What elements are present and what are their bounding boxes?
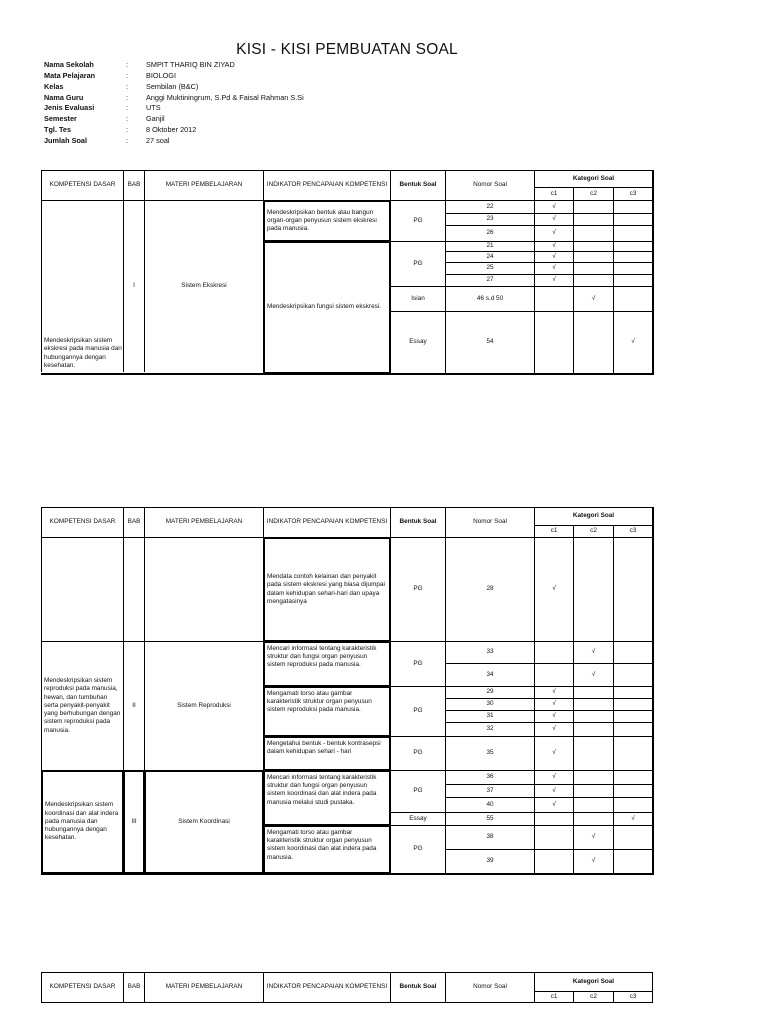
info-value: Sembilan (B&C) [146,82,199,91]
header-materi: MATERI PEMBELAJARAN [144,972,264,1003]
nomor-soal-cell-text: 21 [486,242,494,250]
info-colon: : [126,93,129,102]
kompetensi-dasar-cell [41,770,124,874]
kategori-c3-cell [613,641,653,664]
bentuk-soal-text: PG [413,216,423,224]
materi-text: Sistem Koordinasi [178,817,230,825]
nomor-soal-cell [445,722,535,737]
nomor-soal-cell-text: 22 [486,202,494,210]
header-nomor-soal: Nomor Soal [445,170,535,201]
header-materi: MATERI PEMBELAJARAN [144,170,264,201]
bab-cell [123,641,145,771]
indikator-text: Mendeskripsikan fungsi sistem ekskresi. [267,303,382,311]
kategori-c1-cell [534,225,574,242]
bentuk-soal-text: PG [413,259,423,267]
kategori-c1-cell [534,641,574,664]
header-c1: c1 [534,187,574,201]
info-label: Nama Sekolah [44,60,94,69]
kategori-c2-cell-text: √ [591,833,596,841]
info-label: Kelas [44,82,64,91]
info-label: Semester [44,114,77,123]
info-colon: : [126,60,129,69]
kategori-c1-cell [534,663,574,687]
nomor-soal-cell-text: 32 [486,725,494,733]
kompetensi-dasar-text: Mendeskripsikan sistem koordinasi dan alat indera pada manusia dan hubungannya dengan kesehatan. [45,801,119,842]
bentuk-soal-cell [390,770,446,813]
info-value: BIOLOGI [146,71,177,80]
kategori-c3-cell [613,225,653,242]
kategori-c1-cell [534,286,574,312]
info-value: 27 soal [146,136,170,145]
info-colon: : [126,71,129,80]
nomor-soal-cell-text: 46 s.d 50 [476,294,504,302]
kategori-c3-cell [613,825,653,850]
kategori-c3-cell [613,784,653,798]
bab-text: I [133,282,135,290]
info-colon: : [126,103,129,112]
bentuk-soal-text: Essay [409,814,427,822]
bab-text: III [131,817,137,825]
nomor-soal-cell-text: 34 [486,670,494,678]
kategori-c3-cell [613,663,653,687]
header-kategori-soal: Kategori Soal [534,170,653,188]
nomor-soal-cell-text: 26 [486,229,494,237]
header-bab: BAB [123,170,145,201]
materi-cell [144,200,264,372]
header-kategori-soal: Kategori Soal [534,507,653,526]
kategori-c1-cell [534,797,574,813]
bentuk-soal-cell [390,736,446,771]
kategori-c3-cell [613,736,653,771]
bab-cell [123,200,145,372]
kompetensi-dasar-cell [41,641,124,771]
header-c3: c3 [613,187,653,201]
kategori-c2-cell [573,736,614,771]
kompetensi-dasar-cell-continued [41,537,124,642]
kategori-c2-cell [573,663,614,687]
kategori-c3-cell [613,797,653,813]
nomor-soal-cell [445,825,535,850]
indikator-text: Mengetahui bentuk - bentuk kontrasepsi dalam kehidupan sehari - hari [267,740,381,756]
kategori-c3-cell [613,722,653,737]
nomor-soal-cell-text: 55 [486,814,494,822]
kategori-c2-cell-text: √ [591,648,596,656]
nomor-soal-cell [445,200,535,214]
info-value: 8 Oktober 2012 [146,125,197,134]
kategori-c2-cell [573,770,614,785]
header-materi: MATERI PEMBELAJARAN [144,507,264,538]
header-bab: BAB [123,507,145,538]
nomor-soal-cell [445,812,535,826]
info-colon: : [126,82,129,91]
kategori-c2-cell [573,825,614,850]
kategori-c1-cell-text: √ [552,585,556,593]
indikator-cell [263,825,391,874]
kategori-c2-cell [573,641,614,664]
indikator-cell [263,770,391,826]
nomor-soal-cell-text: 24 [486,252,494,260]
header-bab: BAB [123,972,145,1003]
header-bentuk-soal: Bentuk Soal [390,507,446,538]
kategori-c1-cell [534,311,574,374]
info-value: SMPIT THARIQ BIN ZIYAD [146,60,235,69]
header-indikator: INDIKATOR PENCAPAIAN KOMPETENSI [263,972,391,1003]
kategori-c2-cell-text: √ [591,294,596,302]
kategori-c1-cell-text: √ [552,786,556,794]
nomor-soal-cell-text: 23 [486,215,494,223]
header-nomor-soal: Nomor Soal [445,507,535,538]
info-value: Anggi Muktiningrum, S.Pd & Faisal Rahman S.Si [146,93,304,102]
kategori-c1-cell-text: √ [552,202,556,210]
nomor-soal-cell [445,537,535,642]
kategori-c3-cell-text: √ [631,814,635,822]
header-bentuk-soal: Bentuk Soal [390,170,446,201]
kategori-c2-cell-text: √ [591,857,596,865]
bab-text: II [132,701,136,709]
info-label: Jenis Evaluasi [44,103,95,112]
info-colon: : [126,136,129,145]
bentuk-soal-text: PG [413,707,423,715]
nomor-soal-cell [445,286,535,312]
materi-cell [144,641,264,771]
nomor-soal-cell-text: 35 [486,749,494,757]
materi-text: Sistem Ekskresi [181,282,227,290]
kategori-c3-cell [613,770,653,785]
indikator-text: Mendeskripsikan bentuk atau bangun organ-organ penyusun sistem ekskresi pada manusia. [267,208,377,233]
kategori-c2-cell [573,784,614,798]
kategori-c2-cell [573,722,614,737]
nomor-soal-cell-text: 39 [486,857,494,865]
kategori-c2-cell [573,797,614,813]
indikator-cell [263,641,391,687]
nomor-soal-cell-text: 29 [486,688,494,696]
nomor-soal-cell-text: 54 [486,338,494,346]
kategori-c3-cell [613,812,653,826]
indikator-cell [263,686,391,737]
info-value: Ganjil [146,114,165,123]
bab-cell-continued [123,537,145,642]
nomor-soal-cell-text: 38 [486,833,494,841]
nomor-soal-cell [445,641,535,664]
bentuk-soal-cell [390,641,446,687]
page-title: KISI - KISI PEMBUATAN SOAL [236,41,458,58]
nomor-soal-cell [445,225,535,242]
header-kategori-soal: Kategori Soal [534,972,653,992]
nomor-soal-cell-text: 36 [486,773,494,781]
materi-text: Sistem Reproduksi [177,701,231,709]
kategori-c1-cell [534,784,574,798]
kategori-c3-cell-text: √ [631,338,635,346]
header-c3: c3 [613,525,653,538]
kategori-c3-cell [613,311,653,374]
indikator-text: Mendata contoh kelainan dan penyakit pada sistem ekskresi yang biasa dijumpai dalam kehidupan sehari-hari dan upaya mengatasinya [267,573,385,605]
kompetensi-dasar-cell [41,200,124,372]
kategori-c1-cell-text: √ [552,215,556,223]
header-c1: c1 [534,525,574,538]
bentuk-soal-cell [390,286,446,312]
nomor-soal-cell [445,784,535,798]
indikator-cell [263,736,391,771]
bentuk-soal-text: Isian [411,294,425,302]
nomor-soal-cell [445,797,535,813]
kategori-c1-cell [534,537,574,642]
kategori-c2-cell [573,225,614,242]
header-bentuk-soal: Bentuk Soal [390,972,446,1003]
bentuk-soal-cell [390,812,446,826]
info-label: Nama Guru [44,93,84,102]
info-label: Mata Pelajaran [44,71,96,80]
nomor-soal-cell-text: 25 [486,264,494,272]
header-c3: c3 [613,991,653,1003]
header-kompetensi-dasar: KOMPETENSI DASAR [41,972,124,1003]
bentuk-soal-text: PG [413,659,423,667]
kategori-c1-cell-text: √ [552,725,556,733]
kategori-c1-cell-text: √ [552,252,556,260]
info-label: Tgl. Tes [44,125,72,134]
indikator-cell [263,241,391,374]
header-c2: c2 [573,991,614,1003]
header-indikator: INDIKATOR PENCAPAIAN KOMPETENSI [263,170,391,201]
kategori-c3-cell [613,849,653,874]
bentuk-soal-text: PG [413,787,423,795]
materi-cell [144,770,264,874]
bentuk-soal-cell [390,825,446,874]
kategori-c1-cell [534,849,574,874]
indikator-text: Mengamati torso atau gambar karakteristik struktur organ penyusun sistem koordinasi dan alat indera pada manusia. [267,829,377,861]
bentuk-soal-cell [390,311,446,374]
nomor-soal-cell-text: 27 [486,276,494,284]
kategori-c1-cell-text: √ [552,688,556,696]
nomor-soal-cell-text: 40 [486,800,494,808]
info-label: Jumlah Soal [44,136,87,145]
kategori-c3-cell [613,286,653,312]
indikator-text: Mengamati torso atau gambar karakteristik struktur organ penyusun sistem reproduksi pada manusia. [267,690,372,714]
kategori-c1-cell-text: √ [552,700,556,708]
info-colon: : [126,125,129,134]
bentuk-soal-cell [390,241,446,287]
header-kompetensi-dasar: KOMPETENSI DASAR [41,507,124,538]
nomor-soal-cell [445,736,535,771]
header-c2: c2 [573,525,614,538]
indikator-text: Mencari informasi tentang karakteristik struktur dan fungsi organ penyusun sistem koordinasi dan alat indera pada manusia melalui studi pustaka. [267,774,377,806]
kategori-c1-cell [534,200,574,214]
nomor-soal-cell-text: 30 [486,700,494,708]
kategori-c3-cell [613,200,653,214]
kategori-c1-cell-text: √ [552,276,556,284]
info-colon: : [126,114,129,123]
header-c2: c2 [573,187,614,201]
bentuk-soal-text: PG [413,585,423,593]
nomor-soal-cell-text: 33 [486,648,494,656]
bentuk-soal-cell [390,686,446,737]
kategori-c2-cell [573,849,614,874]
header-kompetensi-dasar: KOMPETENSI DASAR [41,170,124,201]
kategori-c1-cell-text: √ [552,712,556,720]
kategori-c2-cell [573,537,614,642]
kategori-c1-cell-text: √ [552,264,556,272]
kategori-c1-cell [534,825,574,850]
header-indikator: INDIKATOR PENCAPAIAN KOMPETENSI [263,507,391,538]
indikator-text: Mencari informasi tentang karakteristik struktur dan fungsi organ penyusun sistem reproduksi pada manusia. [267,645,377,669]
kategori-c1-cell [534,770,574,785]
nomor-soal-cell [445,311,535,374]
kategori-c2-cell [573,286,614,312]
bentuk-soal-text: PG [413,845,423,853]
bentuk-soal-cell [390,200,446,242]
info-value: UTS [146,103,161,112]
kategori-c2-cell [573,311,614,374]
nomor-soal-cell-text: 31 [486,712,494,720]
kompetensi-dasar-text: Mendeskripsikan sistem ekskresi pada manusia dan hubungannya dengan kesehatan. [44,337,122,369]
header-c1: c1 [534,991,574,1003]
bentuk-soal-cell [390,537,446,642]
kategori-c1-cell-text: √ [552,229,556,237]
kategori-c1-cell [534,812,574,826]
nomor-soal-cell-text: 28 [486,585,494,593]
header-nomor-soal: Nomor Soal [445,972,535,1003]
kategori-c1-cell-text: √ [552,749,556,757]
kategori-c1-cell-text: √ [552,242,556,250]
nomor-soal-cell [445,849,535,874]
nomor-soal-cell [445,770,535,785]
kategori-c1-cell-text: √ [552,773,556,781]
kategori-c2-cell [573,200,614,214]
kategori-c1-cell [534,722,574,737]
indikator-cell [263,537,391,642]
kompetensi-dasar-text: Mendeskripsikan sistem reproduksi pada manusia, hewan, dan tumbuhan serta penyakit-penyakit yang berhubungan dengan sistem reproduksi pada manusia. [44,677,121,734]
indikator-cell [263,200,391,242]
bentuk-soal-text: Essay [409,338,427,346]
kategori-c2-cell-text: √ [591,670,596,678]
materi-cell-continued [144,537,264,642]
kategori-c1-cell [534,736,574,771]
nomor-soal-cell-text: 37 [486,786,494,794]
bab-cell [123,770,145,874]
nomor-soal-cell [445,663,535,687]
bentuk-soal-text: PG [413,749,423,757]
kategori-c1-cell-text: √ [552,800,556,808]
kategori-c3-cell [613,537,653,642]
kategori-c2-cell [573,812,614,826]
